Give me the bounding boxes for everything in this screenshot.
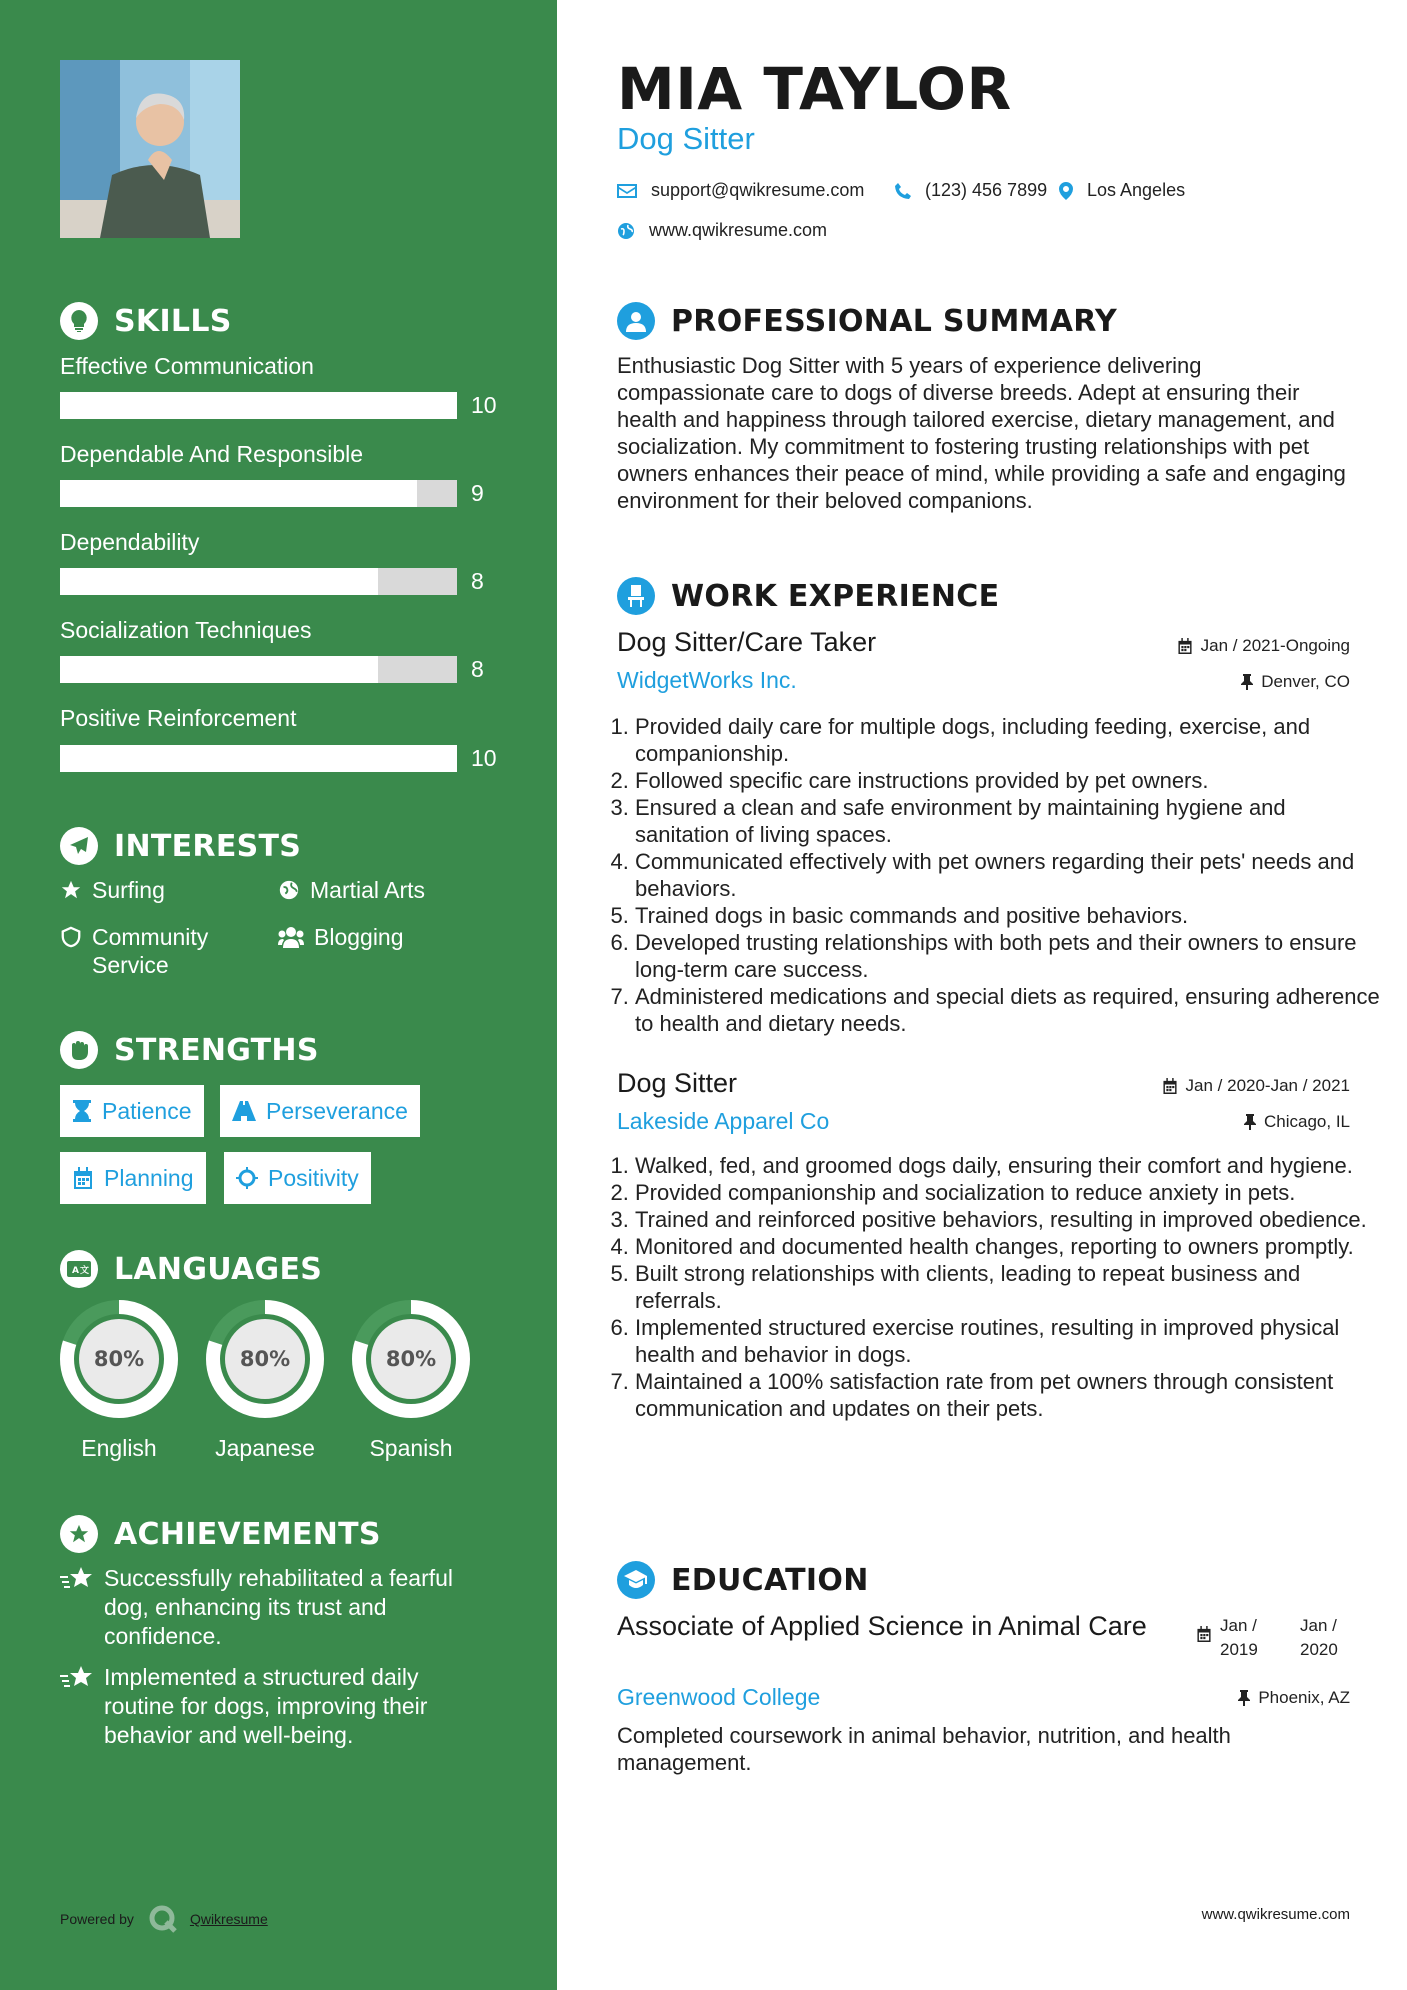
location-text: Chicago, IL bbox=[1264, 1112, 1350, 1131]
skill-level: 9 bbox=[471, 480, 484, 506]
list-item: 5. Built strong relationships with clients, leading to repeat business and referrals. bbox=[635, 1260, 1380, 1314]
calendar-icon bbox=[1196, 1626, 1212, 1642]
fist-icon bbox=[60, 1031, 98, 1069]
job-title: Dog Sitter/Care Taker bbox=[617, 627, 877, 657]
education-title: EDUCATION bbox=[671, 1562, 869, 1598]
skill-name: Effective Communication bbox=[60, 353, 314, 379]
skill-bar-fill bbox=[60, 568, 378, 595]
list-item: 6. Developed trusting relationships with both pets and their owners to ensure long-term care success. bbox=[635, 929, 1380, 983]
company-name: Lakeside Apparel Co bbox=[617, 1108, 830, 1134]
powered-by bbox=[60, 1904, 268, 1934]
interest-item bbox=[278, 923, 404, 951]
interest-item bbox=[278, 876, 425, 904]
skill-bar bbox=[60, 392, 457, 419]
experience-title: WORK EXPERIENCE bbox=[671, 578, 1000, 614]
list-item: 4. Monitored and documented health changes, reporting to owners promptly. bbox=[635, 1233, 1380, 1260]
svg-text:A: A bbox=[72, 1266, 79, 1276]
interests-heading bbox=[60, 827, 301, 865]
pushpin-icon bbox=[1238, 1690, 1250, 1706]
interest-label: Martial Arts bbox=[310, 877, 426, 903]
list-item: 7. Administered medications and special diets as required, ensuring adherence to health and dietary needs. bbox=[635, 983, 1380, 1037]
candidate-role: Dog Sitter bbox=[617, 121, 755, 156]
interest-item bbox=[60, 876, 165, 904]
shield-icon bbox=[60, 926, 82, 948]
language-item bbox=[204, 1298, 326, 1462]
strength-label: Positivity bbox=[268, 1164, 359, 1191]
skill-name: Dependability bbox=[60, 529, 200, 555]
education-dates bbox=[1196, 1614, 1350, 1662]
skill-bar bbox=[60, 745, 457, 772]
list-item: 3. Trained and reinforced positive behaviors, resulting in improved obedience. bbox=[635, 1206, 1380, 1233]
list-item: 1. Walked, fed, and groomed dogs daily, ensuring their comfort and hygiene. bbox=[635, 1152, 1380, 1179]
translate-icon bbox=[60, 1250, 98, 1288]
globe-icon bbox=[617, 222, 635, 240]
graduation-cap-icon bbox=[617, 1561, 655, 1599]
strength-label: Patience bbox=[102, 1097, 192, 1124]
calendar-icon bbox=[1177, 638, 1193, 654]
education-end: Jan / 2020 bbox=[1300, 1616, 1338, 1659]
list-item: 7. Maintained a 100% satisfaction rate from pet owners through consistent communication and updates on their pets. bbox=[635, 1368, 1380, 1422]
calendar-icon bbox=[72, 1167, 94, 1189]
skill-level: 10 bbox=[471, 392, 497, 418]
achievement-item bbox=[60, 1663, 480, 1750]
contact-website[interactable] bbox=[617, 220, 827, 241]
education-heading bbox=[617, 1561, 869, 1599]
achievements-title: ACHIEVEMENTS bbox=[114, 1516, 381, 1552]
lightbulb-icon bbox=[60, 302, 98, 340]
skill-name: Dependable And Responsible bbox=[60, 441, 364, 467]
skill-bar bbox=[60, 480, 457, 507]
location-text: Phoenix, AZ bbox=[1258, 1688, 1350, 1707]
list-item: 2. Provided companionship and socialization to reduce anxiety in pets. bbox=[635, 1179, 1380, 1206]
strength-chip bbox=[220, 1085, 420, 1137]
language-percent: 80% bbox=[93, 1347, 145, 1371]
skills-title: SKILLS bbox=[114, 303, 232, 339]
paper-plane-icon bbox=[60, 827, 98, 865]
language-name: Spanish bbox=[369, 1435, 453, 1461]
shooting-star-icon bbox=[60, 1665, 94, 1691]
dates-text: Jan / 2020-Jan / 2021 bbox=[1185, 1076, 1350, 1095]
job-title: Dog Sitter bbox=[617, 1068, 738, 1098]
skill-bar bbox=[60, 568, 457, 595]
degree-title: Associate of Applied Science in Animal Care bbox=[617, 1611, 1147, 1641]
brand-link[interactable]: Qwikresume bbox=[189, 1911, 268, 1927]
powered-by-label: Powered by bbox=[60, 1911, 134, 1927]
qwikresume-logo-icon bbox=[148, 1904, 178, 1934]
skill-bar-fill bbox=[60, 656, 378, 683]
location-text: Los Angeles bbox=[1087, 180, 1186, 200]
email-text: support@qwikresume.com bbox=[651, 180, 865, 200]
skill-name: Positive Reinforcement bbox=[60, 705, 297, 731]
strength-label: Perseverance bbox=[266, 1097, 408, 1124]
language-ring bbox=[58, 1298, 180, 1420]
achievement-item bbox=[60, 1564, 480, 1651]
phone-text: (123) 456 7899 bbox=[925, 180, 1048, 200]
main-content bbox=[557, 0, 1407, 1990]
star-icon bbox=[60, 879, 82, 901]
website-text: www.qwikresume.com bbox=[649, 220, 828, 240]
contact-location bbox=[1059, 180, 1185, 201]
languages-title: LANGUAGES bbox=[114, 1251, 323, 1287]
interest-label: Blogging bbox=[314, 924, 404, 950]
summary-heading bbox=[617, 302, 1117, 340]
skill-level: 8 bbox=[471, 656, 484, 682]
strengths-title: STRENGTHS bbox=[114, 1032, 319, 1068]
location-text: Denver, CO bbox=[1261, 672, 1350, 691]
skill-bar bbox=[60, 656, 457, 683]
sidebar bbox=[0, 0, 557, 1990]
skills-heading bbox=[60, 302, 232, 340]
footer-website[interactable]: www.qwikresume.com bbox=[1201, 1906, 1350, 1923]
interests-title: INTERESTS bbox=[114, 828, 302, 864]
profile-photo bbox=[60, 60, 240, 238]
job-bullets bbox=[617, 713, 1380, 1037]
achievements-heading bbox=[60, 1515, 381, 1553]
job-dates bbox=[1177, 636, 1350, 656]
language-item bbox=[350, 1298, 472, 1462]
language-ring bbox=[204, 1298, 326, 1420]
job-location bbox=[1244, 1112, 1350, 1132]
language-percent: 80% bbox=[239, 1347, 291, 1371]
pushpin-icon bbox=[1241, 674, 1253, 690]
envelope-icon bbox=[617, 184, 637, 198]
skill-bar-fill bbox=[60, 480, 417, 507]
skill-bar-fill bbox=[60, 745, 457, 772]
interest-label: Community Service bbox=[92, 924, 209, 978]
hourglass-icon bbox=[72, 1100, 92, 1122]
map-pin-icon bbox=[1059, 182, 1073, 200]
strength-chip bbox=[224, 1152, 371, 1204]
job-bullets bbox=[617, 1152, 1380, 1422]
badge-star-icon bbox=[60, 1515, 98, 1553]
phone-icon bbox=[895, 183, 911, 199]
dates-text: Jan / 2021-Ongoing bbox=[1200, 636, 1350, 655]
job-dates bbox=[1162, 1076, 1350, 1096]
list-item: 4. Communicated effectively with pet owners regarding their pets' needs and behaviors. bbox=[635, 848, 1380, 902]
education-location bbox=[1238, 1688, 1350, 1708]
list-item: 6. Implemented structured exercise routines, resulting in improved physical health and behavior in dogs. bbox=[635, 1314, 1380, 1368]
chair-icon bbox=[617, 577, 655, 615]
school-name: Greenwood College bbox=[617, 1684, 821, 1710]
strength-chip bbox=[60, 1085, 204, 1137]
education-description: Completed coursework in animal behavior, nutrition, and health management. bbox=[617, 1723, 1231, 1775]
svg-text:文: 文 bbox=[80, 1266, 90, 1276]
languages-heading bbox=[60, 1250, 322, 1288]
shooting-star-icon bbox=[60, 1566, 94, 1592]
strengths-heading bbox=[60, 1031, 319, 1069]
company-name: WidgetWorks Inc. bbox=[617, 667, 797, 693]
list-item: 3. Ensured a clean and safe environment by maintaining hygiene and sanitation of living spaces. bbox=[635, 794, 1380, 848]
sun-icon bbox=[236, 1167, 258, 1189]
skill-name: Socialization Techniques bbox=[60, 617, 312, 643]
job-location bbox=[1241, 672, 1350, 692]
strength-label: Planning bbox=[104, 1164, 194, 1191]
globe-icon bbox=[278, 879, 300, 901]
language-ring bbox=[350, 1298, 472, 1420]
strength-chip bbox=[60, 1152, 206, 1204]
interest-item bbox=[60, 923, 230, 979]
list-item: 5. Trained dogs in basic commands and positive behaviors. bbox=[635, 902, 1380, 929]
language-name: English bbox=[81, 1435, 157, 1461]
skill-level: 10 bbox=[471, 745, 497, 771]
user-icon bbox=[617, 302, 655, 340]
summary-text: Enthusiastic Dog Sitter with 5 years of experience delivering compassionate care to dogs of diverse breeds. Adept at ensuring their health and happiness through tailored exercise, dietary management, and socialization. My commitment to fostering trusting relationships with pet owners enhances their peace of mind, while providing a safe and engaging environment for their beloved companions. bbox=[617, 353, 1346, 513]
interest-label: Surfing bbox=[92, 877, 165, 903]
users-icon bbox=[278, 926, 304, 948]
language-item bbox=[58, 1298, 180, 1462]
language-percent: 80% bbox=[385, 1347, 437, 1371]
experience-heading bbox=[617, 577, 999, 615]
pushpin-icon bbox=[1244, 1114, 1256, 1130]
candidate-name: MIA TAYLOR bbox=[617, 55, 1012, 123]
skill-bar-fill bbox=[60, 392, 457, 419]
achievement-text: Successfully rehabilitated a fearful dog, enhancing its trust and confidence. bbox=[104, 1565, 454, 1649]
contact-email[interactable] bbox=[617, 180, 864, 201]
language-name: Japanese bbox=[215, 1435, 315, 1461]
list-item: 2. Followed specific care instructions provided by pet owners. bbox=[635, 767, 1380, 794]
education-start: Jan / 2019 bbox=[1220, 1616, 1258, 1659]
skill-level: 8 bbox=[471, 568, 484, 594]
achievement-text: Implemented a structured daily routine for dogs, improving their behavior and well-being. bbox=[104, 1664, 428, 1748]
contact-phone[interactable] bbox=[895, 180, 1047, 201]
calendar-icon bbox=[1162, 1078, 1178, 1094]
summary-title: PROFESSIONAL SUMMARY bbox=[671, 303, 1118, 339]
list-item: 1. Provided daily care for multiple dogs, including feeding, exercise, and companionship. bbox=[635, 713, 1380, 767]
road-icon bbox=[232, 1101, 256, 1121]
